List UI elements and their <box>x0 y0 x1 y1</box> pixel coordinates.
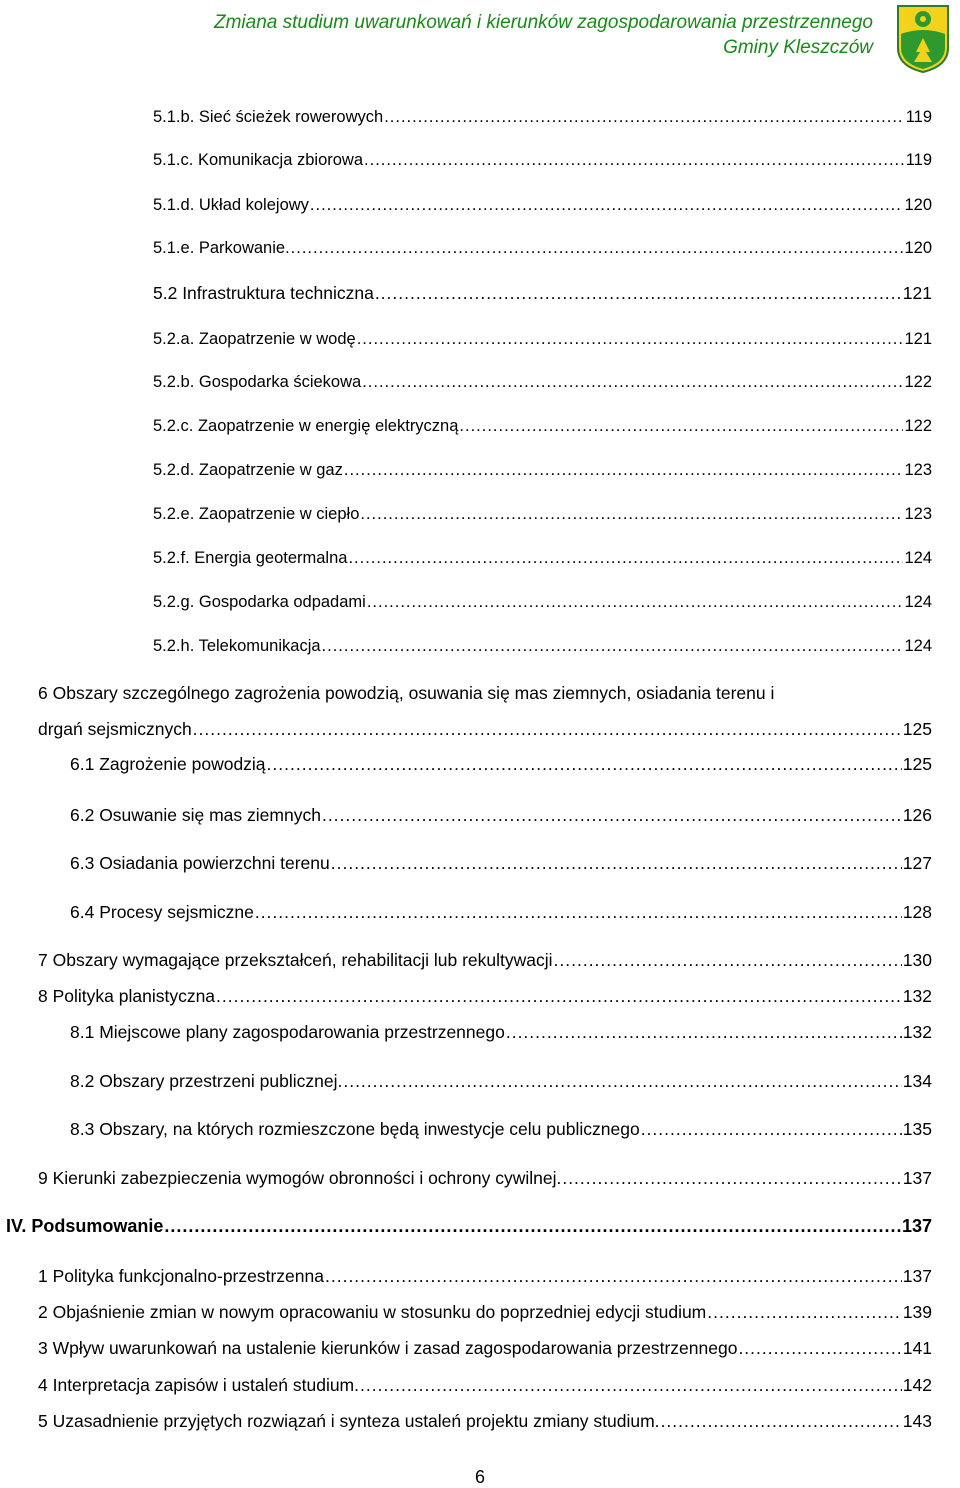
page-number: 6 <box>474 1467 485 1487</box>
toc-entry[interactable]: 5.2.d. Zaopatrzenie w gaz ..... 123 <box>153 461 932 480</box>
toc-entry[interactable]: drgań sejsmicznych ..... 125 <box>38 719 932 740</box>
municipality-crest-icon <box>896 4 950 74</box>
toc-entry[interactable]: 5.2.b. Gospodarka ściekowa ..... 122 <box>153 373 932 392</box>
document-header <box>0 10 873 60</box>
toc-entry[interactable]: 5.2.e. Zaopatrzenie w ciepło ..... 123 <box>153 505 932 524</box>
toc-entry[interactable]: 5.2 Infrastruktura techniczna ..... 121 <box>153 283 932 304</box>
toc-entry[interactable]: 3 Wpływ uwarunkowań na ustalenie kierunków i zasad zagospodarowania przestrzennego ..... 141 <box>38 1338 932 1359</box>
toc-entry[interactable]: 7 Obszary wymagające przekształceń, rehabilitacji lub rekultywacji ..... 130 <box>38 950 932 971</box>
toc-entry[interactable]: 5 Uzasadnienie przyjętych rozwiązań i synteza ustaleń projektu zmiany studium. ..... 143 <box>38 1411 932 1432</box>
toc-entry[interactable]: 2 Objaśnienie zmian w nowym opracowaniu w stosunku do poprzedniej edycji studium ..... 139 <box>38 1302 932 1323</box>
toc-entry[interactable]: 5.2.h. Telekomunikacja ..... 124 <box>153 637 932 656</box>
toc-entry-wrapped-first-line[interactable]: 6 Obszary szczególnego zagrożenia powodzią, osuwania się mas ziemnych, osiadania terenu i <box>38 683 775 703</box>
toc-entry[interactable]: 5.2.c. Zaopatrzenie w energię elektryczną ..... 122 <box>153 417 932 436</box>
toc-entry[interactable]: 6.3 Osiadania powierzchni terenu ..... 127 <box>70 853 932 874</box>
toc-section-entry[interactable]: IV. Podsumowanie ..... 137 <box>6 1216 932 1237</box>
header-title: Zmiana studium uwarunkowań i kierunków zagospodarowania przestrzennego <box>213 12 873 33</box>
toc-entry[interactable]: 8.2 Obszary przestrzeni publicznej. ..... 134 <box>70 1071 932 1092</box>
toc-entry[interactable]: 8 Polityka planistyczna ..... 132 <box>38 986 932 1007</box>
toc-entry[interactable]: 9 Kierunki zabezpieczenia wymogów obronności i ochrony cywilnej. ..... 137 <box>38 1168 932 1189</box>
toc-entry[interactable]: 5.2.f. Energia geotermalna ..... 124 <box>153 549 932 568</box>
toc-entry[interactable]: 6.4 Procesy sejsmiczne ..... 128 <box>70 902 932 923</box>
toc-entry[interactable]: 6.2 Osuwanie się mas ziemnych ..... 126 <box>70 805 932 826</box>
toc-entry[interactable]: 5.2.g. Gospodarka odpadami ..... 124 <box>153 593 932 612</box>
toc-entry[interactable]: 1 Polityka funkcjonalno-przestrzenna ..... 137 <box>38 1266 932 1287</box>
toc-entry[interactable]: 4 Interpretacja zapisów i ustaleń studium. ..... 142 <box>38 1375 932 1396</box>
header-subtitle: Gminy Kleszczów <box>723 37 873 58</box>
toc-entry[interactable]: 8.3 Obszary, na których rozmieszczone będą inwestycje celu publicznego ..... 135 <box>70 1119 932 1140</box>
toc-entry[interactable]: 5.1.b. Sieć ścieżek rowerowych ..... 119 <box>153 108 932 127</box>
toc-entry[interactable]: 5.1.d. Układ kolejowy ..... 120 <box>153 196 932 215</box>
toc-entry[interactable]: 6.1 Zagrożenie powodzią ..... 125 <box>70 754 932 775</box>
toc-entry[interactable]: 5.2.a. Zaopatrzenie w wodę ..... 121 <box>153 330 932 349</box>
toc-entry[interactable]: 5.1.c. Komunikacja zbiorowa ..... 119 <box>153 151 932 170</box>
toc-entry[interactable]: 8.1 Miejscowe plany zagospodarowania przestrzennego ..... 132 <box>70 1022 932 1043</box>
toc-entry[interactable]: 5.1.e. Parkowanie. ..... 120 <box>153 239 932 258</box>
